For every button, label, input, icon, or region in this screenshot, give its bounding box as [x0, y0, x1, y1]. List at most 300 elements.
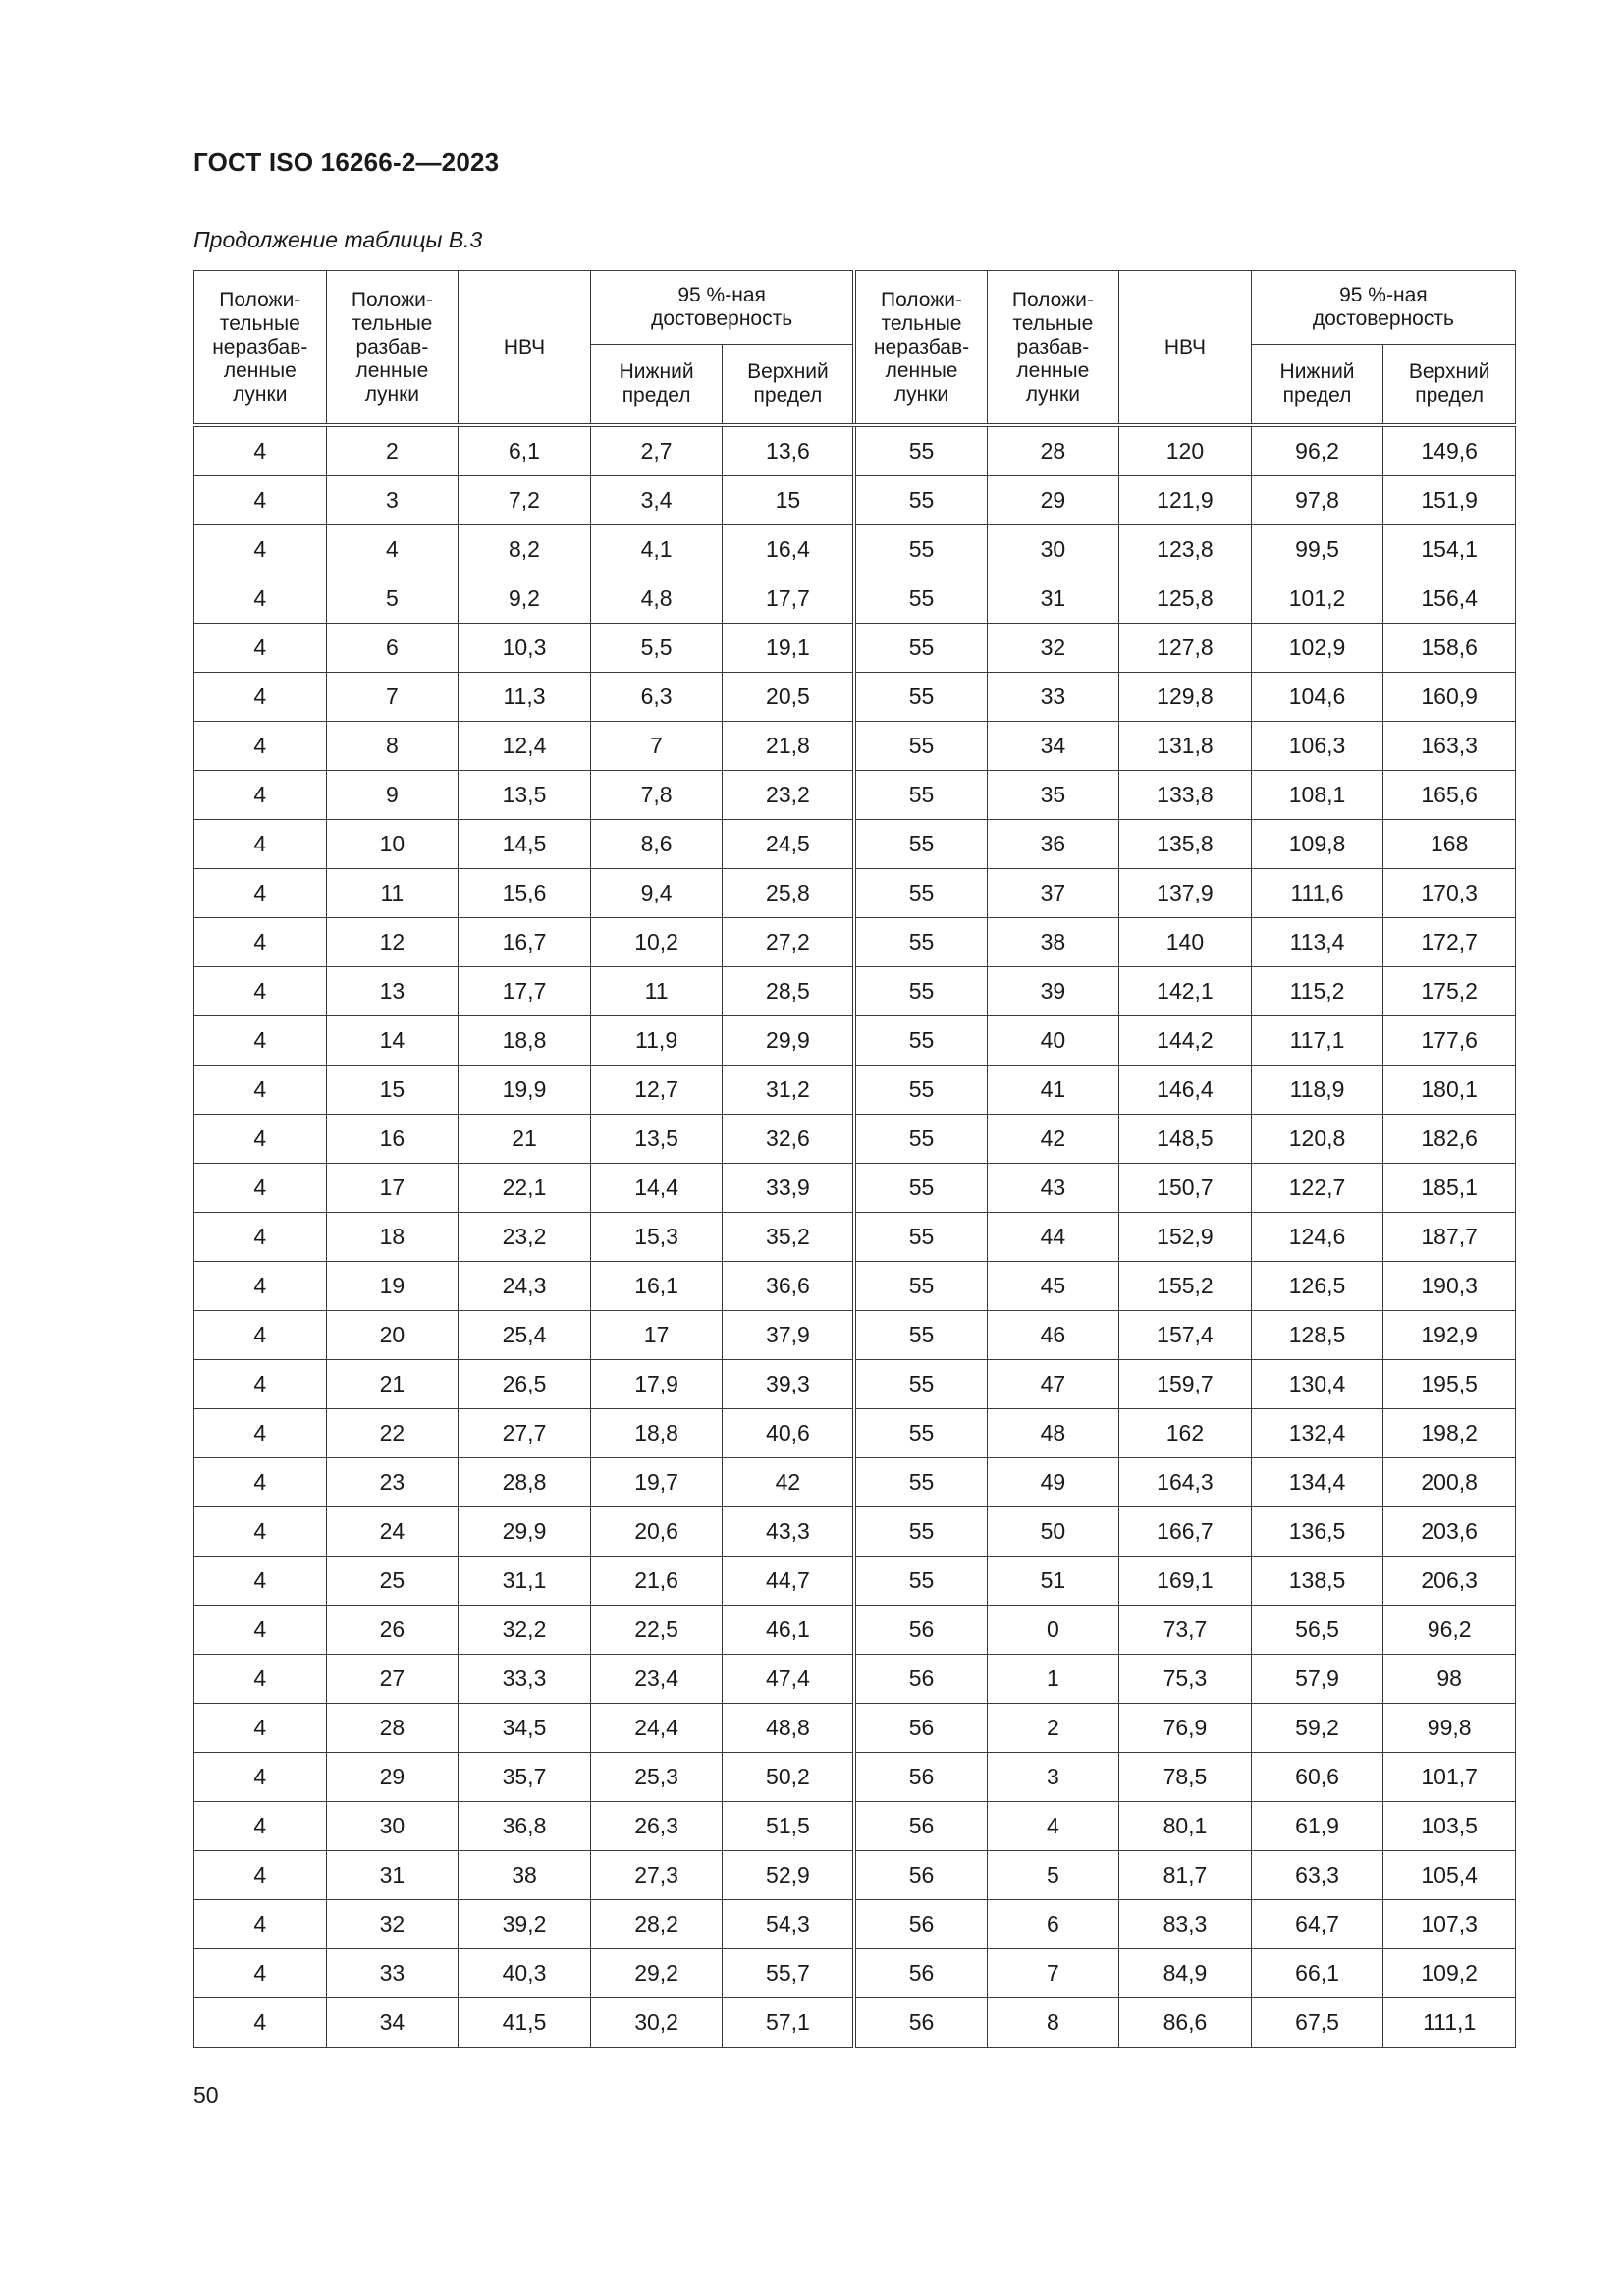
table-cell: 15 — [326, 1066, 459, 1115]
table-cell: 37,9 — [723, 1311, 855, 1360]
table-cell: 52,9 — [723, 1851, 855, 1900]
header-pos-diluted-right: Положи- тельные разбав- ленные лунки — [987, 271, 1119, 426]
table-cell: 81,7 — [1119, 1851, 1252, 1900]
table-cell: 18,8 — [459, 1016, 591, 1066]
table-cell: 107,3 — [1383, 1900, 1516, 1949]
table-cell: 40,6 — [723, 1409, 855, 1458]
table-cell: 56 — [854, 1704, 987, 1753]
table-cell: 104,6 — [1251, 673, 1383, 722]
table-cell: 158,6 — [1383, 624, 1516, 673]
table-cell: 168 — [1383, 820, 1516, 869]
table-cell: 50,2 — [723, 1753, 855, 1802]
table-cell: 10,2 — [590, 918, 723, 967]
table-row — [194, 1213, 1516, 1262]
table-cell: 6,1 — [459, 425, 591, 476]
table-cell: 36,6 — [723, 1262, 855, 1311]
table-cell: 4,1 — [590, 525, 723, 574]
mpn-table — [193, 270, 1516, 2048]
table-cell: 55 — [854, 1458, 987, 1507]
table-cell: 130,4 — [1251, 1360, 1383, 1409]
table-cell: 10,3 — [459, 624, 591, 673]
table-cell: 39,2 — [459, 1900, 591, 1949]
table-cell: 102,9 — [1251, 624, 1383, 673]
table-cell: 182,6 — [1383, 1115, 1516, 1164]
table-cell: 41,5 — [459, 1998, 591, 2048]
table-cell: 4 — [194, 1753, 327, 1802]
table-cell: 140 — [1119, 918, 1252, 967]
table-cell: 17,7 — [723, 574, 855, 624]
table-row — [194, 1409, 1516, 1458]
header-pos-diluted-left: Положи- тельные разбав- ленные лунки — [326, 271, 459, 426]
table-cell: 4 — [194, 1704, 327, 1753]
table-cell: 34,5 — [459, 1704, 591, 1753]
table-cell: 172,7 — [1383, 918, 1516, 967]
table-cell: 27 — [326, 1655, 459, 1704]
table-row — [194, 967, 1516, 1016]
table-cell: 4 — [194, 1409, 327, 1458]
table-cell: 20 — [326, 1311, 459, 1360]
table-cell: 4 — [194, 624, 327, 673]
table-cell: 135,8 — [1119, 820, 1252, 869]
table-cell: 56 — [854, 1900, 987, 1949]
table-cell: 4 — [194, 1458, 327, 1507]
table-cell: 166,7 — [1119, 1507, 1252, 1557]
table-cell: 55 — [854, 771, 987, 820]
table-cell: 15,3 — [590, 1213, 723, 1262]
table-row — [194, 1900, 1516, 1949]
table-cell: 190,3 — [1383, 1262, 1516, 1311]
table-cell: 46,1 — [723, 1606, 855, 1655]
table-cell: 47,4 — [723, 1655, 855, 1704]
table-cell: 55 — [854, 425, 987, 476]
table-cell: 7,8 — [590, 771, 723, 820]
table-cell: 21 — [459, 1115, 591, 1164]
table-row — [194, 771, 1516, 820]
table-cell: 30 — [326, 1802, 459, 1851]
header-lower-left: Нижний предел — [590, 345, 723, 426]
table-cell: 96,2 — [1383, 1606, 1516, 1655]
table-cell: 3 — [987, 1753, 1119, 1802]
table-cell: 17,7 — [459, 967, 591, 1016]
table-cell: 75,3 — [1119, 1655, 1252, 1704]
table-cell: 7 — [590, 722, 723, 771]
table-cell: 7 — [326, 673, 459, 722]
table-cell: 7 — [987, 1949, 1119, 1998]
table-row — [194, 820, 1516, 869]
table-cell: 170,3 — [1383, 869, 1516, 918]
table-cell: 0 — [987, 1606, 1119, 1655]
table-cell: 4 — [194, 1998, 327, 2048]
table-cell: 27,7 — [459, 1409, 591, 1458]
table-cell: 192,9 — [1383, 1311, 1516, 1360]
table-cell: 55 — [854, 1016, 987, 1066]
table-cell: 109,8 — [1251, 820, 1383, 869]
table-cell: 51,5 — [723, 1802, 855, 1851]
table-cell: 2 — [987, 1704, 1119, 1753]
table-cell: 35,7 — [459, 1753, 591, 1802]
table-cell: 169,1 — [1119, 1557, 1252, 1606]
table-cell: 40,3 — [459, 1949, 591, 1998]
table-row — [194, 673, 1516, 722]
table-cell: 32,2 — [459, 1606, 591, 1655]
table-cell: 66,1 — [1251, 1949, 1383, 1998]
table-cell: 4 — [194, 1802, 327, 1851]
table-cell: 19,9 — [459, 1066, 591, 1115]
table-cell: 42 — [723, 1458, 855, 1507]
table-cell: 38 — [459, 1851, 591, 1900]
table-cell: 55 — [854, 1262, 987, 1311]
table-cell: 109,2 — [1383, 1949, 1516, 1998]
table-cell: 123,8 — [1119, 525, 1252, 574]
table-cell: 13,5 — [459, 771, 591, 820]
table-cell: 86,6 — [1119, 1998, 1252, 2048]
table-cell: 129,8 — [1119, 673, 1252, 722]
table-cell: 56 — [854, 1753, 987, 1802]
table-cell: 206,3 — [1383, 1557, 1516, 1606]
table-cell: 47 — [987, 1360, 1119, 1409]
table-cell: 8 — [987, 1998, 1119, 2048]
header-mpn-left: НВЧ — [459, 271, 591, 426]
table-cell: 9,4 — [590, 869, 723, 918]
table-cell: 157,4 — [1119, 1311, 1252, 1360]
table-cell: 16,7 — [459, 918, 591, 967]
table-cell: 162 — [1119, 1409, 1252, 1458]
table-cell: 26,3 — [590, 1802, 723, 1851]
table-cell: 19,1 — [723, 624, 855, 673]
table-cell: 15 — [723, 476, 855, 525]
table-cell: 44 — [987, 1213, 1119, 1262]
table-cell: 76,9 — [1119, 1704, 1252, 1753]
table-cell: 142,1 — [1119, 967, 1252, 1016]
table-cell: 125,8 — [1119, 574, 1252, 624]
table-cell: 24,3 — [459, 1262, 591, 1311]
table-cell: 50 — [987, 1507, 1119, 1557]
table-cell: 55 — [854, 1557, 987, 1606]
table-cell: 137,9 — [1119, 869, 1252, 918]
table-cell: 48 — [987, 1409, 1119, 1458]
table-cell: 97,8 — [1251, 476, 1383, 525]
table-cell: 120 — [1119, 425, 1252, 476]
table-row — [194, 1802, 1516, 1851]
header-confidence-left: 95 %-ная достоверность — [590, 271, 854, 345]
table-cell: 131,8 — [1119, 722, 1252, 771]
table-cell: 55 — [854, 476, 987, 525]
table-cell: 46 — [987, 1311, 1119, 1360]
table-cell: 27,2 — [723, 918, 855, 967]
table-cell: 35,2 — [723, 1213, 855, 1262]
table-row — [194, 1557, 1516, 1606]
table-cell: 9 — [326, 771, 459, 820]
table-cell: 28,2 — [590, 1900, 723, 1949]
table-cell: 3,4 — [590, 476, 723, 525]
table-cell: 27,3 — [590, 1851, 723, 1900]
table-cell: 22 — [326, 1409, 459, 1458]
table-cell: 30,2 — [590, 1998, 723, 2048]
header-pos-undiluted-left: Положи- тельные неразбав- ленные лунки — [194, 271, 327, 426]
table-row — [194, 1115, 1516, 1164]
table-cell: 99,8 — [1383, 1704, 1516, 1753]
table-cell: 106,3 — [1251, 722, 1383, 771]
table-cell: 56 — [854, 1851, 987, 1900]
table-cell: 29,9 — [723, 1016, 855, 1066]
table-cell: 113,4 — [1251, 918, 1383, 967]
table-cell: 4 — [194, 1115, 327, 1164]
table-cell: 3 — [326, 476, 459, 525]
table-cell: 55 — [854, 722, 987, 771]
table-cell: 33,9 — [723, 1164, 855, 1213]
table-cell: 49 — [987, 1458, 1119, 1507]
table-row — [194, 1311, 1516, 1360]
table-cell: 25,8 — [723, 869, 855, 918]
table-row — [194, 1851, 1516, 1900]
table-cell: 22,1 — [459, 1164, 591, 1213]
table-caption: Продолжение таблицы В.3 — [193, 227, 483, 252]
table-row — [194, 1753, 1516, 1802]
table-cell: 121,9 — [1119, 476, 1252, 525]
table-cell: 61,9 — [1251, 1802, 1383, 1851]
table-row — [194, 1507, 1516, 1557]
table-cell: 177,6 — [1383, 1016, 1516, 1066]
table-cell: 40 — [987, 1016, 1119, 1066]
table-cell: 175,2 — [1383, 967, 1516, 1016]
table-cell: 4 — [194, 476, 327, 525]
table-cell: 55 — [854, 967, 987, 1016]
table-cell: 18 — [326, 1213, 459, 1262]
table-cell: 20,5 — [723, 673, 855, 722]
table-cell: 29,9 — [459, 1507, 591, 1557]
table-cell: 56,5 — [1251, 1606, 1383, 1655]
table-cell: 4 — [194, 1507, 327, 1557]
table-cell: 56 — [854, 1655, 987, 1704]
table-cell: 111,6 — [1251, 869, 1383, 918]
table-row — [194, 869, 1516, 918]
table-cell: 22,5 — [590, 1606, 723, 1655]
table-cell: 29,2 — [590, 1949, 723, 1998]
table-cell: 185,1 — [1383, 1164, 1516, 1213]
table-cell: 56 — [854, 1606, 987, 1655]
table-cell: 132,4 — [1251, 1409, 1383, 1458]
table-cell: 11 — [590, 967, 723, 1016]
table-cell: 159,7 — [1119, 1360, 1252, 1409]
header-upper-left: Верхний предел — [723, 345, 855, 426]
table-cell: 108,1 — [1251, 771, 1383, 820]
table-cell: 56 — [854, 1802, 987, 1851]
table-cell: 180,1 — [1383, 1066, 1516, 1115]
table-cell: 4 — [194, 1311, 327, 1360]
table-cell: 15,6 — [459, 869, 591, 918]
table-cell: 4 — [194, 771, 327, 820]
table-cell: 4 — [194, 869, 327, 918]
table-cell: 14,5 — [459, 820, 591, 869]
table-cell: 117,1 — [1251, 1016, 1383, 1066]
table-cell: 118,9 — [1251, 1066, 1383, 1115]
table-cell: 23,4 — [590, 1655, 723, 1704]
table-cell: 5,5 — [590, 624, 723, 673]
table-cell: 4 — [194, 1213, 327, 1262]
table-cell: 149,6 — [1383, 425, 1516, 476]
table-cell: 5 — [326, 574, 459, 624]
table-cell: 55 — [854, 820, 987, 869]
table-cell: 55 — [854, 1213, 987, 1262]
table-cell: 6 — [987, 1900, 1119, 1949]
table-cell: 9,2 — [459, 574, 591, 624]
table-cell: 1 — [987, 1655, 1119, 1704]
table-cell: 55 — [854, 525, 987, 574]
table-row — [194, 1949, 1516, 1998]
table-cell: 28,8 — [459, 1458, 591, 1507]
table-cell: 6 — [326, 624, 459, 673]
table-cell: 33,3 — [459, 1655, 591, 1704]
table-cell: 16 — [326, 1115, 459, 1164]
table-cell: 23 — [326, 1458, 459, 1507]
table-cell: 154,1 — [1383, 525, 1516, 574]
table-cell: 8,6 — [590, 820, 723, 869]
table-cell: 134,4 — [1251, 1458, 1383, 1507]
table-cell: 21,8 — [723, 722, 855, 771]
table-cell: 5 — [987, 1851, 1119, 1900]
table-cell: 152,9 — [1119, 1213, 1252, 1262]
table-cell: 19,7 — [590, 1458, 723, 1507]
table-cell: 25,3 — [590, 1753, 723, 1802]
table-cell: 198,2 — [1383, 1409, 1516, 1458]
table-cell: 42 — [987, 1115, 1119, 1164]
table-cell: 10 — [326, 820, 459, 869]
table-row — [194, 1360, 1516, 1409]
table-row — [194, 1164, 1516, 1213]
table-cell: 21 — [326, 1360, 459, 1409]
table-cell: 13,6 — [723, 425, 855, 476]
table-cell: 55 — [854, 624, 987, 673]
table-cell: 12,7 — [590, 1066, 723, 1115]
table-cell: 136,5 — [1251, 1507, 1383, 1557]
table-cell: 31,1 — [459, 1557, 591, 1606]
table-cell: 96,2 — [1251, 425, 1383, 476]
table-cell: 45 — [987, 1262, 1119, 1311]
table-row — [194, 1066, 1516, 1115]
table-cell: 6,3 — [590, 673, 723, 722]
table-cell: 13,5 — [590, 1115, 723, 1164]
table-cell: 11 — [326, 869, 459, 918]
table-cell: 133,8 — [1119, 771, 1252, 820]
table-row — [194, 624, 1516, 673]
table-cell: 4 — [194, 1606, 327, 1655]
table-cell: 84,9 — [1119, 1949, 1252, 1998]
table-cell: 63,3 — [1251, 1851, 1383, 1900]
table-cell: 165,6 — [1383, 771, 1516, 820]
table-cell: 12,4 — [459, 722, 591, 771]
table-cell: 200,8 — [1383, 1458, 1516, 1507]
table-cell: 2,7 — [590, 425, 723, 476]
table-cell: 103,5 — [1383, 1802, 1516, 1851]
table-cell: 4 — [194, 1557, 327, 1606]
table-cell: 163,3 — [1383, 722, 1516, 771]
table-cell: 4 — [194, 1851, 327, 1900]
header-pos-undiluted-right: Положи- тельные неразбав- ленные лунки — [854, 271, 987, 426]
table-cell: 124,6 — [1251, 1213, 1383, 1262]
table-cell: 78,5 — [1119, 1753, 1252, 1802]
table-cell: 28,5 — [723, 967, 855, 1016]
table-cell: 150,7 — [1119, 1164, 1252, 1213]
table-cell: 83,3 — [1119, 1900, 1252, 1949]
table-cell: 14 — [326, 1016, 459, 1066]
table-cell: 55 — [854, 918, 987, 967]
table-cell: 29 — [987, 476, 1119, 525]
table-cell: 44,7 — [723, 1557, 855, 1606]
table-cell: 23,2 — [723, 771, 855, 820]
table-cell: 28 — [987, 425, 1119, 476]
table-cell: 4 — [194, 918, 327, 967]
table-cell: 4 — [194, 722, 327, 771]
table-cell: 4 — [326, 525, 459, 574]
table-cell: 32 — [987, 624, 1119, 673]
table-cell: 51 — [987, 1557, 1119, 1606]
table-cell: 138,5 — [1251, 1557, 1383, 1606]
table-cell: 2 — [326, 425, 459, 476]
table-cell: 4 — [194, 1016, 327, 1066]
table-cell: 24,4 — [590, 1704, 723, 1753]
table-row — [194, 722, 1516, 771]
table-cell: 146,4 — [1119, 1066, 1252, 1115]
table-cell: 38 — [987, 918, 1119, 967]
table-cell: 18,8 — [590, 1409, 723, 1458]
table-cell: 4 — [194, 1655, 327, 1704]
table-cell: 55 — [854, 1115, 987, 1164]
table-cell: 32,6 — [723, 1115, 855, 1164]
table-cell: 34 — [326, 1998, 459, 2048]
table-cell: 55,7 — [723, 1949, 855, 1998]
table-cell: 57,9 — [1251, 1655, 1383, 1704]
table-cell: 4 — [194, 1360, 327, 1409]
table-cell: 34 — [987, 722, 1119, 771]
header-mpn-right: НВЧ — [1119, 271, 1252, 426]
table-cell: 20,6 — [590, 1507, 723, 1557]
table-cell: 37 — [987, 869, 1119, 918]
table-cell: 12 — [326, 918, 459, 967]
table-cell: 4 — [987, 1802, 1119, 1851]
table-cell: 156,4 — [1383, 574, 1516, 624]
table-cell: 31 — [987, 574, 1119, 624]
table-row — [194, 1655, 1516, 1704]
table-cell: 64,7 — [1251, 1900, 1383, 1949]
table-cell: 67,5 — [1251, 1998, 1383, 2048]
table-cell: 73,7 — [1119, 1606, 1252, 1655]
table-cell: 33 — [326, 1949, 459, 1998]
table-cell: 36,8 — [459, 1802, 591, 1851]
table-cell: 36 — [987, 820, 1119, 869]
table-cell: 4 — [194, 425, 327, 476]
table-row — [194, 1998, 1516, 2048]
table-cell: 148,5 — [1119, 1115, 1252, 1164]
table-cell: 26,5 — [459, 1360, 591, 1409]
header-upper-right: Верхний предел — [1383, 345, 1516, 426]
table-row — [194, 1262, 1516, 1311]
table-cell: 4 — [194, 967, 327, 1016]
table-cell: 54,3 — [723, 1900, 855, 1949]
table-cell: 4 — [194, 673, 327, 722]
header-lower-right: Нижний предел — [1251, 345, 1383, 426]
table-cell: 26 — [326, 1606, 459, 1655]
table-header — [194, 271, 1516, 426]
table-cell: 23,2 — [459, 1213, 591, 1262]
table-cell: 8 — [326, 722, 459, 771]
table-cell: 21,6 — [590, 1557, 723, 1606]
table-cell: 195,5 — [1383, 1360, 1516, 1409]
table-cell: 43 — [987, 1164, 1119, 1213]
table-cell: 4 — [194, 820, 327, 869]
table-cell: 55 — [854, 1409, 987, 1458]
table-cell: 41 — [987, 1066, 1119, 1115]
table-cell: 32 — [326, 1900, 459, 1949]
